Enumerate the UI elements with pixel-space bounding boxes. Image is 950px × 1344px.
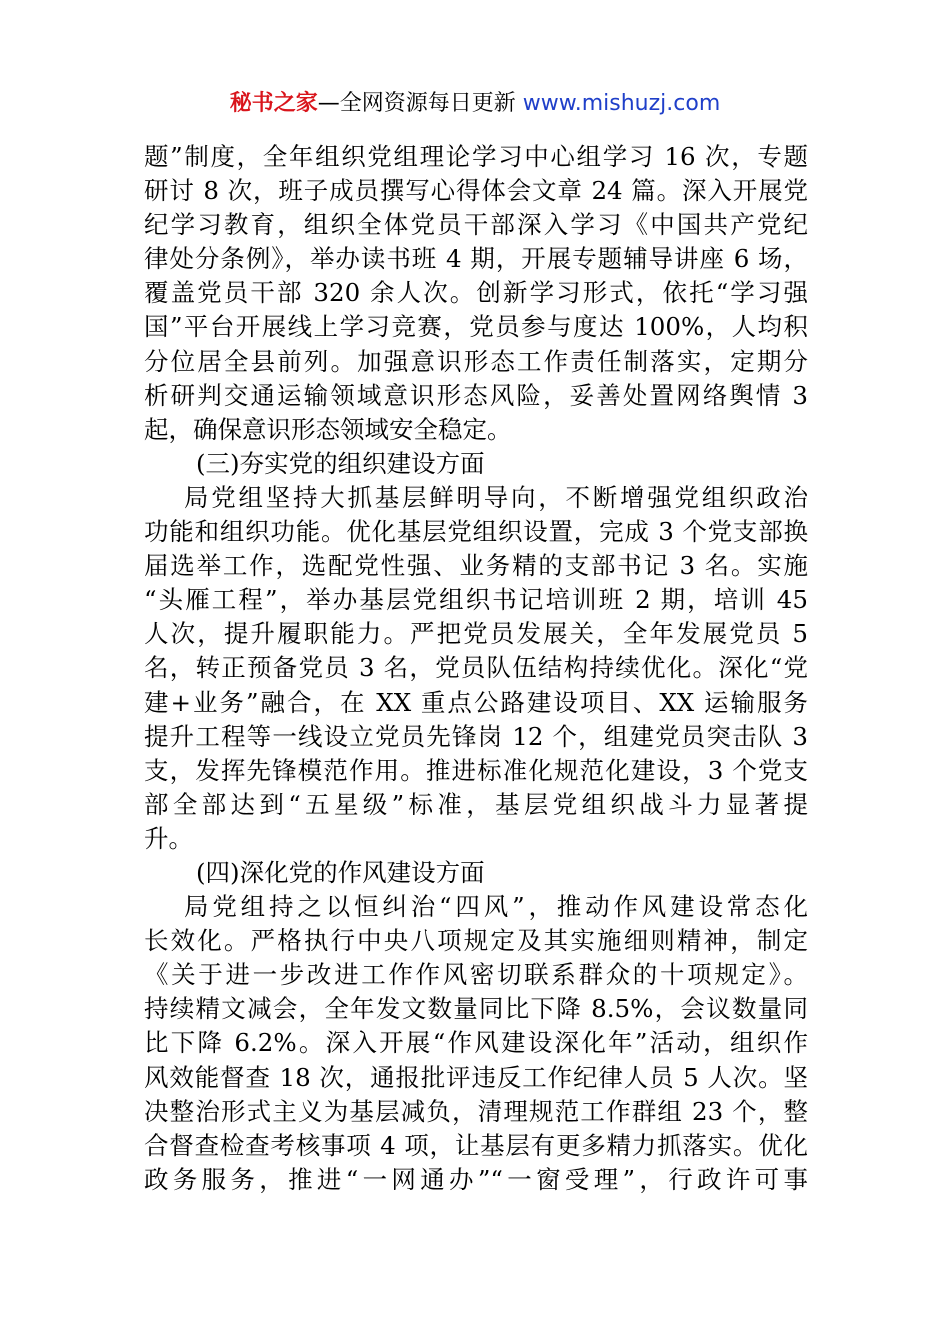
section-heading: (三)夯实党的组织建设方面 xyxy=(196,448,485,478)
text-line: 风效能督查 18 次，通报批评违反工作纪律人员 5 人次。坚 xyxy=(144,1062,808,1092)
text-line: 部全部达到“五星级”标准，基层党组织战斗力显著提 xyxy=(144,789,808,819)
text-line: 提升工程等一线设立党员先锋岗 12 个，组建党员突击队 3 xyxy=(144,721,808,751)
text-line: 纪学习教育，组织全体党员干部深入学习《中国共产党纪 xyxy=(144,210,808,240)
text-line: 比下降 6.2%。深入开展“作风建设深化年”活动，组织作 xyxy=(144,1028,808,1058)
text-line: 长效化。严格执行中央八项规定及其实施细则精神，制定 xyxy=(144,926,808,956)
text-line: 支，发挥先锋模范作用。推进标准化规范化建设，3 个党支 xyxy=(144,755,808,785)
text-line: 功能和组织功能。优化基层党组织设置，完成 3 个党支部换 xyxy=(144,517,808,547)
text-line: “头雁工程”，举办基层党组织书记培训班 2 期，培训 45 xyxy=(144,585,808,615)
text-line: 分位居全县前列。加强意识形态工作责任制落实，定期分 xyxy=(144,346,808,376)
text-line: 国”平台开展线上学习竞赛，党员参与度达 100%，人均积 xyxy=(144,312,808,342)
text-line: 决整治形式主义为基层减负，清理规范工作群组 23 个，整 xyxy=(144,1096,808,1126)
page-header xyxy=(0,88,950,120)
brand-name: 秘书之家 xyxy=(229,91,318,116)
section-heading: (四)深化党的作风建设方面 xyxy=(196,857,485,887)
site-url-link[interactable]: www.mishuzj.com xyxy=(522,91,721,116)
text-line: 政务服务，推进“一网通办”“一窗受理”，行政许可事 xyxy=(144,1164,808,1194)
text-line: 持续精文减会，全年发文数量同比下降 8.5%，会议数量同 xyxy=(144,994,808,1024)
document-body xyxy=(144,140,808,1197)
text-line: 题”制度，全年组织党组理论学习中心组学习 16 次，专题 xyxy=(144,142,808,171)
text-line: 局党组坚持大抓基层鲜明导向，不断增强党组织政治 xyxy=(184,482,808,512)
text-line: 局党组持之以恒纠治“四风”，推动作风建设常态化 xyxy=(184,892,808,922)
text-line: 建+业务”融合，在 XX 重点公路建设项目、XX 运输服务 xyxy=(144,687,808,717)
text-line: 律处分条例》，举办读书班 4 期，开展专题辅导讲座 6 场， xyxy=(144,244,808,274)
text-line: 人次，提升履职能力。严把党员发展关，全年发展党员 5 xyxy=(144,619,808,649)
text-line: 升。 xyxy=(144,823,193,853)
text-line: 名，转正预备党员 3 名，党员队伍结构持续优化。深化“党 xyxy=(144,653,808,683)
text-line: 析研判交通运输领域意识形态风险，妥善处置网络舆情 3 xyxy=(144,380,808,410)
text-line: 合督查检查考核事项 4 项，让基层有更多精力抓落实。优化 xyxy=(144,1130,808,1160)
text-line: 届选举工作，选配党性强、业务精的支部书记 3 名。实施 xyxy=(144,551,808,581)
text-line: 《关于进一步改进工作作风密切联系群众的十项规定》。 xyxy=(144,960,808,990)
header-tagline: —全网资源每日更新 xyxy=(317,91,523,116)
text-line: 研讨 8 次，班子成员撰写心得体会文章 24 篇。深入开展党 xyxy=(144,176,808,206)
text-line: 覆盖党员干部 320 余人次。创新学习形式，依托“学习强 xyxy=(144,278,808,308)
text-line: 起，确保意识形态领域安全稳定。 xyxy=(144,414,512,444)
